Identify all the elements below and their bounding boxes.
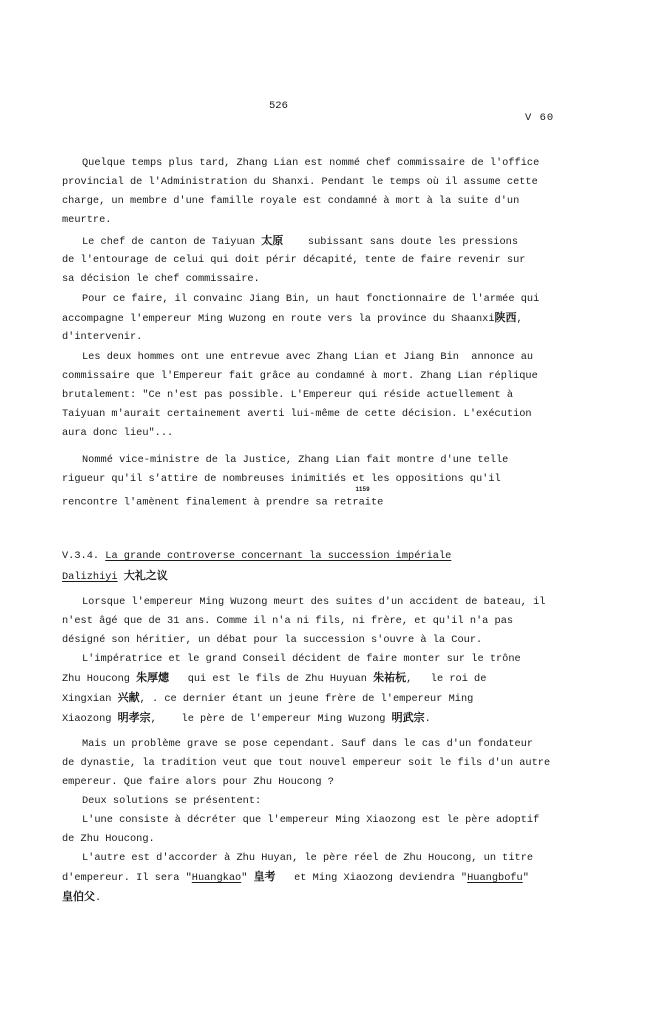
text-line: Taiyuan m'aurait certainement averti lui-même de cette décision. L'exécution — [62, 408, 532, 420]
text-line: Deux solutions se présentent: — [82, 795, 262, 807]
text-line — [82, 234, 518, 249]
text: , . ce dernier étant un jeune frère de l'empereur Ming — [139, 693, 474, 705]
text-line — [62, 671, 486, 686]
chinese-characters: 明孝宗 — [117, 711, 151, 724]
term-huangbofu: Huangbofu — [467, 872, 523, 884]
text: , le roi de — [406, 673, 487, 685]
text-line: de Zhu Houcong. — [62, 833, 155, 845]
text-line: brutalement: "Ce n'est pas possible. L'Empereur qui réside actuellement à — [62, 389, 514, 401]
chinese-characters: 明武宗 — [391, 711, 425, 724]
text-line — [62, 711, 431, 726]
chinese-characters: 朱祐杬 — [373, 671, 407, 684]
footnote-marker[interactable]: 1159 — [355, 486, 370, 493]
text-line: L'une consiste à décréter que l'empereur Ming Xiaozong est le père adoptif — [82, 814, 540, 826]
text-line — [62, 691, 473, 706]
text-line: désigné son héritier, un débat pour la succession s'ouvre à la Cour. — [62, 634, 483, 646]
chinese-characters: 皇考 — [253, 870, 276, 883]
text-line: Mais un problème grave se pose cependant. Sauf dans le cas d'un fondateur — [82, 738, 534, 750]
term-huangkao: Huangkao — [191, 872, 242, 884]
text: . — [95, 892, 102, 904]
text: Xingxian — [62, 693, 118, 705]
section-reference: V 60 — [525, 112, 555, 124]
chinese-characters: 朱厚熜 — [136, 671, 170, 684]
chinese-characters: 太原 — [261, 234, 284, 247]
text-line: sa décision le chef commissaire. — [62, 273, 260, 285]
text-line: L'autre est d'accorder à Zhu Huyan, le père réel de Zhu Houcong, un titre — [82, 852, 534, 864]
page-number: 526 — [269, 100, 288, 112]
text-line: Lorsque l'empereur Ming Wuzong meurt des suites d'un accident de bateau, il — [82, 596, 546, 608]
text-line — [62, 311, 523, 326]
text-line: meurtre. — [62, 214, 112, 226]
section-title: La grande controverse concernant la succession impériale — [105, 550, 452, 562]
section-subtitle-line — [62, 569, 168, 584]
chinese-characters: 兴献 — [117, 691, 140, 704]
text-line: n'est âgé que de 31 ans. Comme il n'a ni fils, ni frère, et qu'il n'a pas — [62, 615, 514, 627]
text: Le chef de canton de Taiyuan — [82, 236, 262, 248]
text: rencontre l'amènent finalement à prendre sa retraite — [62, 496, 384, 509]
text-line — [62, 486, 398, 509]
section-number: V.3.4. — [62, 550, 106, 562]
text-line: aura donc lieu"... — [62, 427, 174, 439]
text-line: commissaire que l'Empereur fait grâce au condamné à mort. Zhang Lian réplique — [62, 370, 538, 382]
text-line: de l'entourage de celui qui doit périr décapité, tente de faire revenir sur — [62, 254, 526, 266]
text: " — [241, 872, 254, 884]
text-line: charge, un membre d'une famille royale est condamné à mort à la suite d'un — [62, 195, 520, 207]
section-subtitle: Dalizhiyi — [62, 571, 118, 583]
text: qui est le fils de Zhu Huyuan — [169, 673, 374, 685]
text: subissant sans doute les pressions — [283, 236, 519, 248]
text-line: Les deux hommes ont une entrevue avec Zhang Lian et Jiang Bin annonce au — [82, 351, 534, 363]
text: , — [516, 313, 523, 325]
text: accompagne l'empereur Ming Wuzong en route vers la province du Shaanxi — [62, 313, 495, 325]
chinese-characters: 陕西 — [494, 311, 517, 324]
text: , le père de l'empereur Ming Wuzong — [150, 713, 392, 725]
text-line: L'impératrice et le grand Conseil décident de faire monter sur le trône — [82, 653, 521, 665]
text: d'empereur. Il sera " — [62, 872, 192, 884]
text: . — [424, 713, 431, 725]
text: Zhu Houcong — [62, 673, 137, 685]
text-line: empereur. Que faire alors pour Zhu Houcong ? — [62, 776, 334, 788]
text-line — [62, 890, 101, 905]
text: et Ming Xiaozong deviendra " — [275, 872, 468, 884]
text-line: Quelque temps plus tard, Zhang Lian est nommé chef commissaire de l'office — [82, 157, 540, 169]
text: Xiaozong — [62, 713, 118, 725]
text-line: Nommé vice-ministre de la Justice, Zhang Lian fait montre d'une telle — [82, 454, 509, 466]
text-line: Pour ce faire, il convainc Jiang Bin, un haut fonctionnaire de l'armée qui — [82, 293, 540, 305]
chinese-characters: 大礼之议 — [123, 569, 168, 582]
text-line: de dynastie, la tradition veut que tout nouvel empereur soit le fils d'un autre — [62, 757, 551, 769]
text-line: d'intervenir. — [62, 331, 143, 343]
section-heading — [62, 549, 451, 563]
chinese-characters: 皇伯父 — [62, 890, 95, 903]
text-line: rigueur qu'il s'attire de nombreuses inimitiés et les oppositions qu'il — [62, 473, 501, 485]
text-line — [62, 870, 529, 885]
text: " — [522, 872, 529, 884]
text-line: provincial de l'Administration du Shanxi. Pendant le temps où il assume cette — [62, 176, 538, 188]
